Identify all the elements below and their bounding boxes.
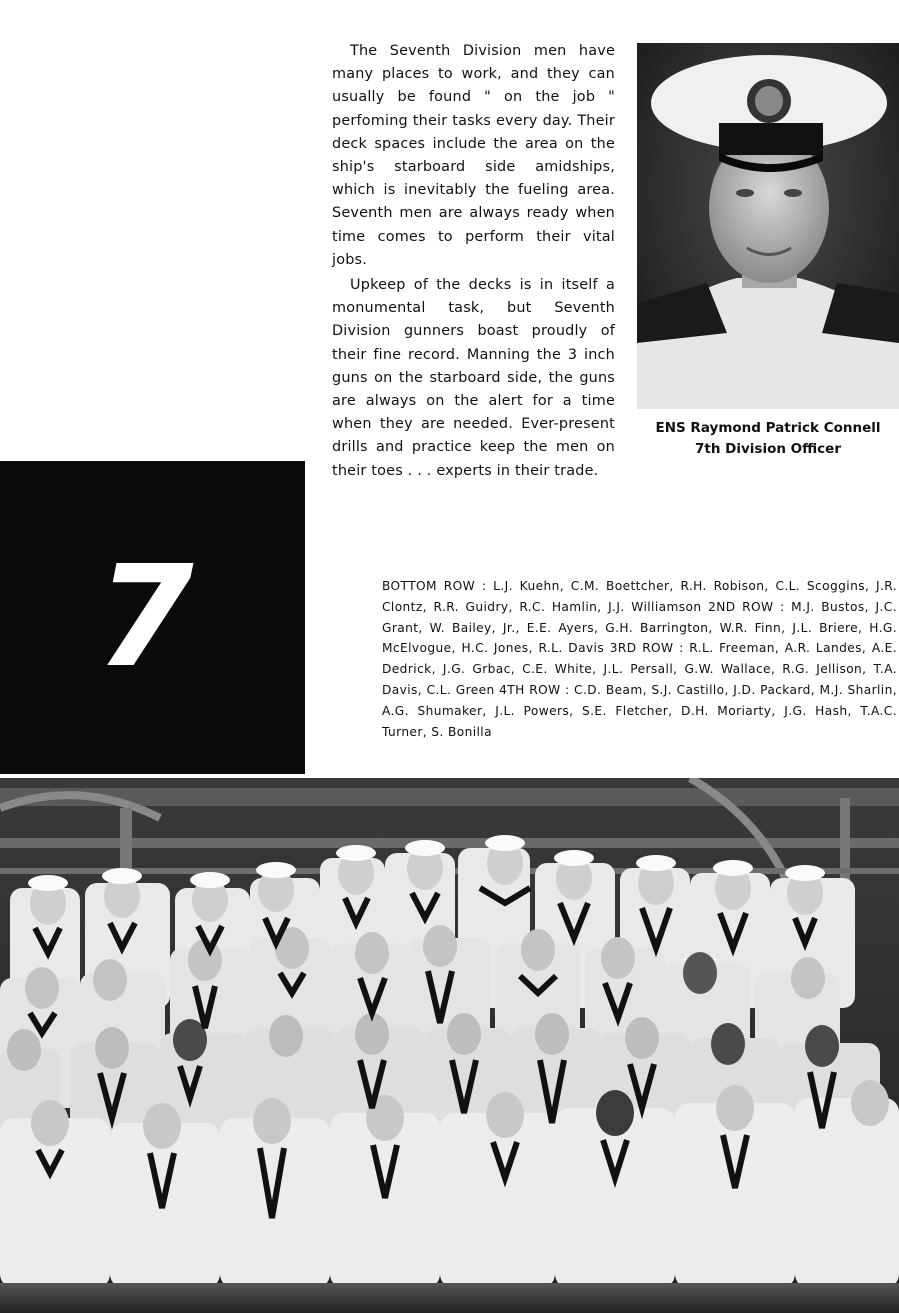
- division-group-photo: [0, 778, 899, 1313]
- officer-portrait: [637, 43, 899, 409]
- division-description: [332, 40, 615, 483]
- division-number: 7: [96, 535, 194, 699]
- division-number-block: [0, 461, 305, 774]
- description-paragraph-2: Upkeep of the decks is in itself a monumental task, but Seventh Division gunners boast proudly of their fine record. Manning the 3 inch guns on the starboard side, the guns are always on the alert for a time when they are needed. Ever-present drills and practice keep the men on their toes . . . experts in their trade.: [332, 277, 615, 479]
- description-paragraph-1: The Seventh Division men have many places to work, and they can usually be found " on the job " perfoming their tasks every day. Their deck spaces include the area on the ship's starboard side amidships, which is inevitably the fueling area. Seventh men are always ready when time comes to perform their vital jobs.: [332, 43, 615, 268]
- officer-caption: [637, 418, 899, 460]
- roster-list: BOTTOM ROW : L.J. Kuehn, C.M. Boettcher, R.H. Robison, C.L. Scoggins, J.R. Clontz, R.R. Guidry, R.C. Hamlin, J.J. Williamson 2ND ROW : M.J. Bustos, J.C. Grant, W. Bailey, Jr., E.E. Ayers, G.H. Barrington, W.R. Finn, J.L. Briere, H.G. McElvogue, H.C. Jones, R.L. Davis 3RD ROW : R.L. Freeman, A.R. Landes, A.E. Dedrick, J.G. Grbac, C.E. White, J.L. Persall, G.W. Wallace, R.G. Jellison, T.A. Davis, C.L. Green 4TH ROW : C.D. Beam, S.J. Castillo, J.D. Packard, M.J. Sharlin, A.G. Shumaker, J.L. Powers, S.E. Fletcher, D.H. Moriarty, J.G. Hash, T.A.C. Turner, S. Bonilla: [382, 579, 897, 739]
- officer-name: ENS Raymond Patrick Connell: [655, 420, 881, 436]
- officer-title: 7th Division Officer: [694, 441, 841, 457]
